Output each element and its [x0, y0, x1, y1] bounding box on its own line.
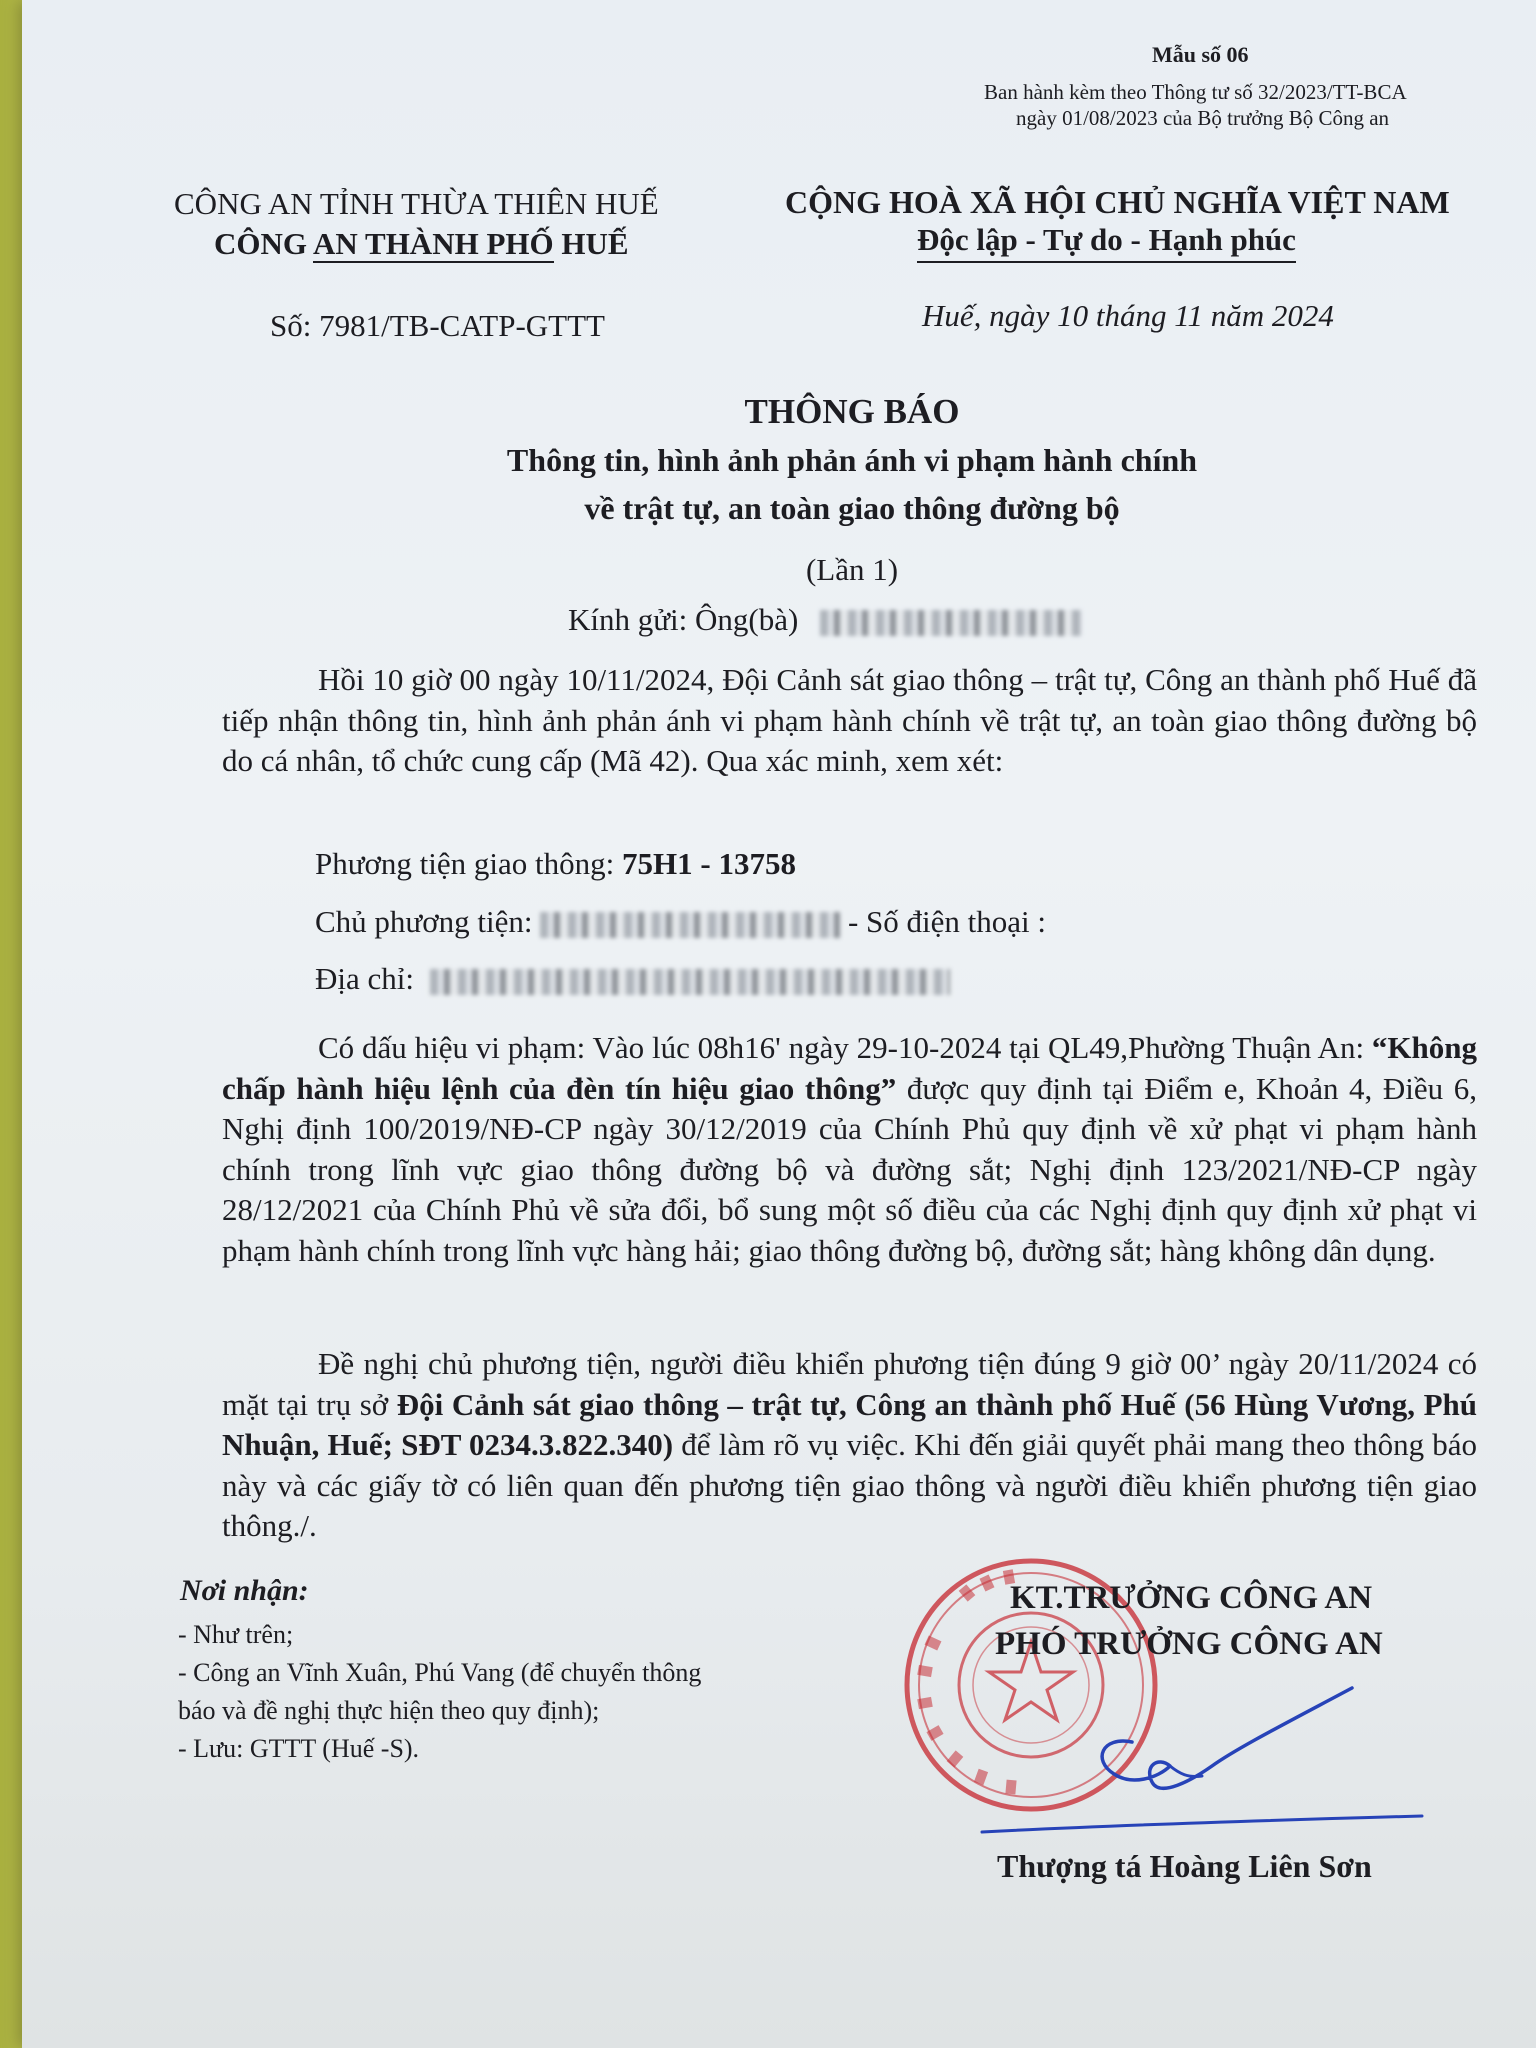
document-number: Số: 7981/TB-CATP-GTTT [270, 308, 605, 343]
address-label: Địa chỉ: [315, 961, 414, 996]
place-date: Huế, ngày 10 tháng 11 năm 2024 [922, 298, 1334, 333]
recipients-item: - Lưu: GTTT (Huế -S). [178, 1734, 420, 1763]
issuer-agency-underlined: AN THÀNH PHỐ [313, 226, 554, 261]
summons-instructions: để làm rõ vụ việc. Khi đến giải quyết phải mang theo thông báo này và các giấy tờ có liên quan đến phương tiện giao thông và người điều khiển phương tiện giao thông./. [222, 1427, 1477, 1543]
redacted-address [430, 969, 950, 995]
document-title: THÔNG BÁO [744, 392, 960, 431]
recipients-item: báo và đề nghị thực hiện theo quy định); [178, 1696, 600, 1725]
issuer-agency [214, 226, 629, 262]
recipients-item: - Công an Vĩnh Xuân, Phú Vang (để chuyển thông [178, 1658, 702, 1687]
national-motto: Độc lập - Tự do - Hạnh phúc [917, 222, 1296, 263]
owner-label: Chủ phương tiện: [315, 904, 541, 939]
form-issued-with: Ban hành kèm theo Thông tư số 32/2023/TT-BCA [984, 80, 1407, 104]
national-title: CỘNG HOÀ XÃ HỘI CHỦ NGHĨA VIỆT NAM [785, 184, 1450, 220]
paragraph-intake-text: Hồi 10 giờ 00 ngày 10/11/2024, Đội Cảnh sát giao thông – trật tự, Công an thành phố Huế đã tiếp nhận thông tin, hình ảnh phản ánh vi phạm hành chính về trật tự, an toàn giao thông đường bộ do cá nhân, tổ chức cung cấp (Mã 42). Qua xác minh, xem xét: [222, 662, 1477, 778]
vehicle-plate: 75H1 - 13758 [622, 846, 796, 881]
paragraph-intake [222, 660, 1477, 782]
document-subtitle-line1: Thông tin, hình ảnh phản ánh vi phạm hành chính [506, 442, 1198, 478]
redacted-recipient-name [820, 610, 1082, 636]
address-row [315, 961, 950, 997]
issuer-agency-part3: HUẾ [553, 226, 629, 261]
issuer-parent-agency: CÔNG AN TỈNH THỪA THIÊN HUẾ [174, 186, 659, 221]
recipients-title: Nơi nhận: [180, 1574, 309, 1607]
signature-authority-line2: PHÓ TRƯỞNG CÔNG AN [995, 1626, 1383, 1662]
recipient-label: Kính gửi: Ông(bà) [568, 602, 799, 637]
issuer-agency-part1: CÔNG [214, 226, 314, 261]
recipient-line [568, 602, 1082, 638]
summons-intro: Đề nghị chủ phương tiện, người điều khiển phương tiện đúng 9 giờ 00’ ngày 20/11/2024 có mặt tại trụ sở [222, 1346, 1477, 1422]
document-sheet [22, 0, 1536, 2048]
signature-underline [977, 1810, 1427, 1840]
recipients-list [178, 1616, 878, 1768]
redacted-owner-name [540, 912, 840, 938]
phone-label: - Số điện thoại : [840, 904, 1047, 939]
violation-intro: Có dấu hiệu vi phạm: Vào lúc 08h16' ngày 29-10-2024 tại QL49,Phường Thuận An: [318, 1030, 1372, 1065]
owner-row [315, 904, 1046, 940]
violation-legal-basis: được quy định tại Điểm e, Khoản 4, Điều 6, Nghị định 100/2019/NĐ-CP ngày 30/12/2019 của Chính Phủ quy định về xử phạt vi phạm hành chính trong lĩnh vực giao thông đường bộ và đường sắt; Nghị định 123/2021/NĐ-CP ngày 28/12/2021 của Chính Phủ về sửa đổi, bổ sung một số điều của các Nghị định quy định xử phạt vi phạm hành chính trong lĩnh vực hàng hải; giao thông đường bộ, đường sắt; hàng không dân dụng. [222, 1070, 1478, 1268]
signature-authority-line1: KT.TRƯỞNG CÔNG AN [1010, 1580, 1373, 1616]
paragraph-violation [222, 1028, 1477, 1271]
form-number: Mẫu số 06 [1152, 42, 1249, 67]
document-subtitle-line2: về trật tự, an toàn giao thông đường bộ [584, 490, 1120, 526]
signer-name: Thượng tá Hoàng Liên Sơn [997, 1848, 1372, 1884]
form-issued-date: ngày 01/08/2023 của Bộ trưởng Bộ Công an [1016, 106, 1390, 130]
summons-office: Đội Cảnh sát giao thông – trật tự, Công an thành phố Huế (56 Hùng Vương, Phú Nhuận, Huế; SĐT 0234.3.822.340) [222, 1386, 1478, 1462]
violation-description: “Không chấp hành hiệu lệnh của đèn tín hiệu giao thông” [222, 1030, 1477, 1106]
vehicle-row [315, 846, 796, 882]
attempt-number: (Lần 1) [805, 552, 899, 587]
vehicle-label: Phương tiện giao thông: [315, 846, 623, 881]
recipients-item: - Như trên; [178, 1620, 294, 1649]
handwritten-signature [1062, 1670, 1382, 1830]
paragraph-summons [222, 1344, 1477, 1547]
